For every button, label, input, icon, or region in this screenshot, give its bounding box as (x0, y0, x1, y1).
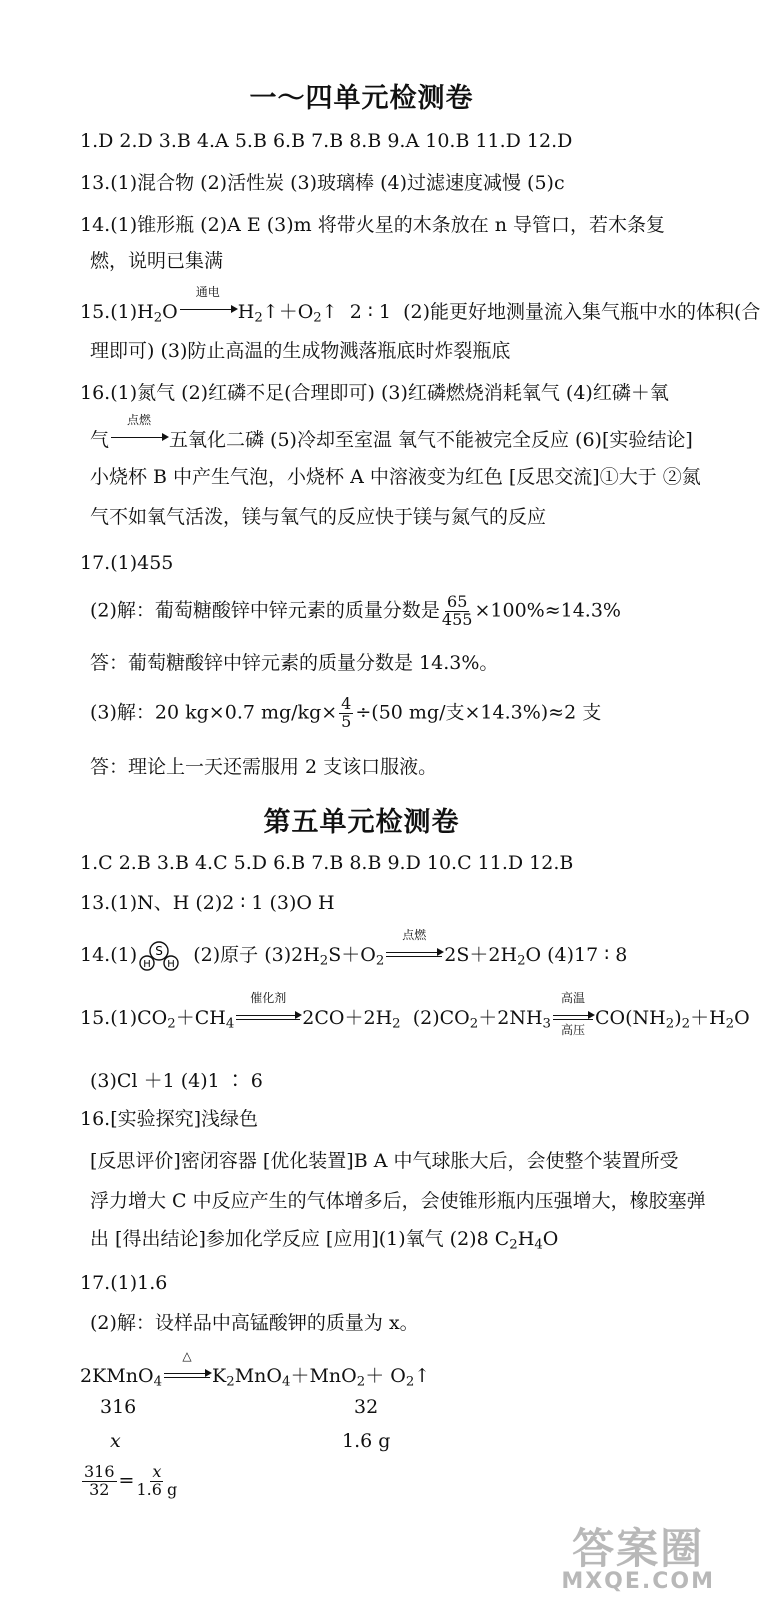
reaction-arrow: 催化剂 (236, 1006, 300, 1026)
answer-16-line2: 气 点燃 五氧化二磷 (5)冷却至室温 氧气不能被完全反应 (6)[实验结论] (90, 413, 693, 451)
reaction-arrow: 点燃 (386, 943, 442, 963)
section-title-units-1-4: 一～四单元检测卷 (249, 83, 474, 114)
answer-17-3: (3)解：20 kg×0.7 mg/kg× $\frac{4}{5}$ ÷(50 mg/支×14.3%)≈2 支 (90, 694, 602, 731)
mass-o2: 1.6 g (342, 1430, 391, 1452)
fraction: $\frac{4}{5}$ (341, 694, 352, 731)
answer-17-3-conclusion: 答：理论上一天还需服用 2 支该口服液。 (90, 756, 438, 778)
answer-15-line1: $15.(1)H_2O$ 通电 $H_2↑+O_2↑$ 2 ∶ 1 (2)能更好地测量流入集气瓶中水的体积(合 (80, 285, 760, 326)
answers-1-12-unit5: 1.C 2.B 3.B 4.C 5.D 6.B 7.B 8.B 9.D 10.C 11.D 12.B (80, 852, 574, 874)
answer-17-1: 17.(1)455 (80, 552, 174, 574)
reaction-arrow: △ (164, 1364, 210, 1384)
answer-15-unit5-line1: $15.(1)CO_2+CH_4$ 催化剂 $2CO+2H_2$ $(2)CO_2+2NH_3$ 高温 高压 $CO(NH_2)_2+H_2O$ (80, 991, 750, 1037)
answer-17-unit5-2: (2)解：设样品中高锰酸钾的质量为 x。 (90, 1312, 419, 1334)
proportion: $\frac{316}{32}$ = $\frac{x}{1.6 g}$ (84, 1462, 178, 1499)
answer-16-unit5-line4: 出 [得出结论]参加化学反应 [应用](1)氧气 (2)8 $C_2H_4O$ (90, 1228, 559, 1253)
answers-1-12: 1.D 2.D 3.B 4.A 5.B 6.B 7.B 8.B 9.A 10.B 11.D 12.D (80, 130, 573, 152)
answer-16-line1: 16.(1)氮气 (2)红磷不足(合理即可) (3)红磷燃烧消耗氧气 (4)红磷＋氧 (80, 382, 669, 404)
atom-h-right: H (167, 959, 175, 970)
reaction-arrow: 通电 (180, 300, 236, 320)
atom-h-left: H (143, 959, 151, 970)
answer-15-line2: 理即可) (3)防止高温的生成物溅落瓶底时炸裂瓶底 (90, 340, 511, 362)
equation-kmno4: 2KMnO$_4$ △ $K_2MnO_4+MnO_2+$ $O_2↑$ (80, 1349, 431, 1390)
reaction-arrow: 点燃 (111, 428, 167, 448)
answer-14-line2: 燃，说明已集满 (90, 250, 224, 272)
answer-16-line3: 小烧杯 B 中产生气泡，小烧杯 A 中溶液变为红色 [反思交流]①大于 ②氮 (90, 466, 701, 488)
answer-13: 13.(1)混合物 (2)活性炭 (3)玻璃棒 (4)过滤速度减慢 (5)c (80, 172, 565, 194)
answer-16-unit5-line2: [反思评价]密闭容器 [优化装置]B A 中气球胀大后，会使整个装置所受 (90, 1150, 679, 1172)
watermark-logo: 答案圈 MXQE.COM (561, 1523, 715, 1594)
fraction: $\frac{x}{1.6 g}$ (136, 1462, 178, 1499)
h2s-molecule-model (137, 940, 181, 972)
fraction: $\frac{316}{32}$ (84, 1462, 115, 1499)
answer-17-2-conclusion: 答：葡萄糖酸锌中锌元素的质量分数是 14.3%。 (90, 652, 499, 674)
fraction: $\frac{65}{455}$ (441, 592, 473, 629)
molar-mass-o2: 32 (354, 1396, 379, 1418)
answer-17-unit5-1: 17.(1)1.6 (80, 1272, 168, 1294)
answer-15-unit5-line2: (3)Cl ＋1 (4)1 ∶ 6 (90, 1070, 263, 1092)
answer-17-2: (2)解：葡萄糖酸锌中锌元素的质量分数是 $\frac{65}{455}$ ×100%≈14.3% (90, 592, 621, 629)
answer-13-unit5: 13.(1)N、H (2)2 ∶ 1 (3)O H (80, 892, 335, 914)
answer-16-line4: 气不如氧气活泼，镁与氧气的反应快于镁与氮气的反应 (90, 506, 547, 528)
answer-16-unit5-line3: 浮力增大 C 中反应产生的气体增多后，会使锥形瓶内压强增大，橡胶塞弹 (90, 1190, 706, 1212)
answer-16-unit5-line1: 16.[实验探究]浅绿色 (80, 1108, 259, 1130)
molar-mass-kmno4: 316 (100, 1396, 137, 1418)
answer-14-unit5: 14.(1) S H H (2)原子 $(3)2H_2S+O_2$ 点燃 $2S+2H_2O$ (4)17 ∶ 8 (80, 928, 628, 970)
section-title-unit-5: 第五单元检测卷 (263, 807, 460, 838)
atom-s: S (155, 944, 163, 958)
answer-14-line1: 14.(1)锥形瓶 (2)A E (3)m 将带火星的木条放在 n 导管口，若木条复 (80, 214, 666, 236)
reaction-arrow: 高温 高压 (553, 1006, 593, 1026)
unknown-x: x (110, 1430, 121, 1452)
